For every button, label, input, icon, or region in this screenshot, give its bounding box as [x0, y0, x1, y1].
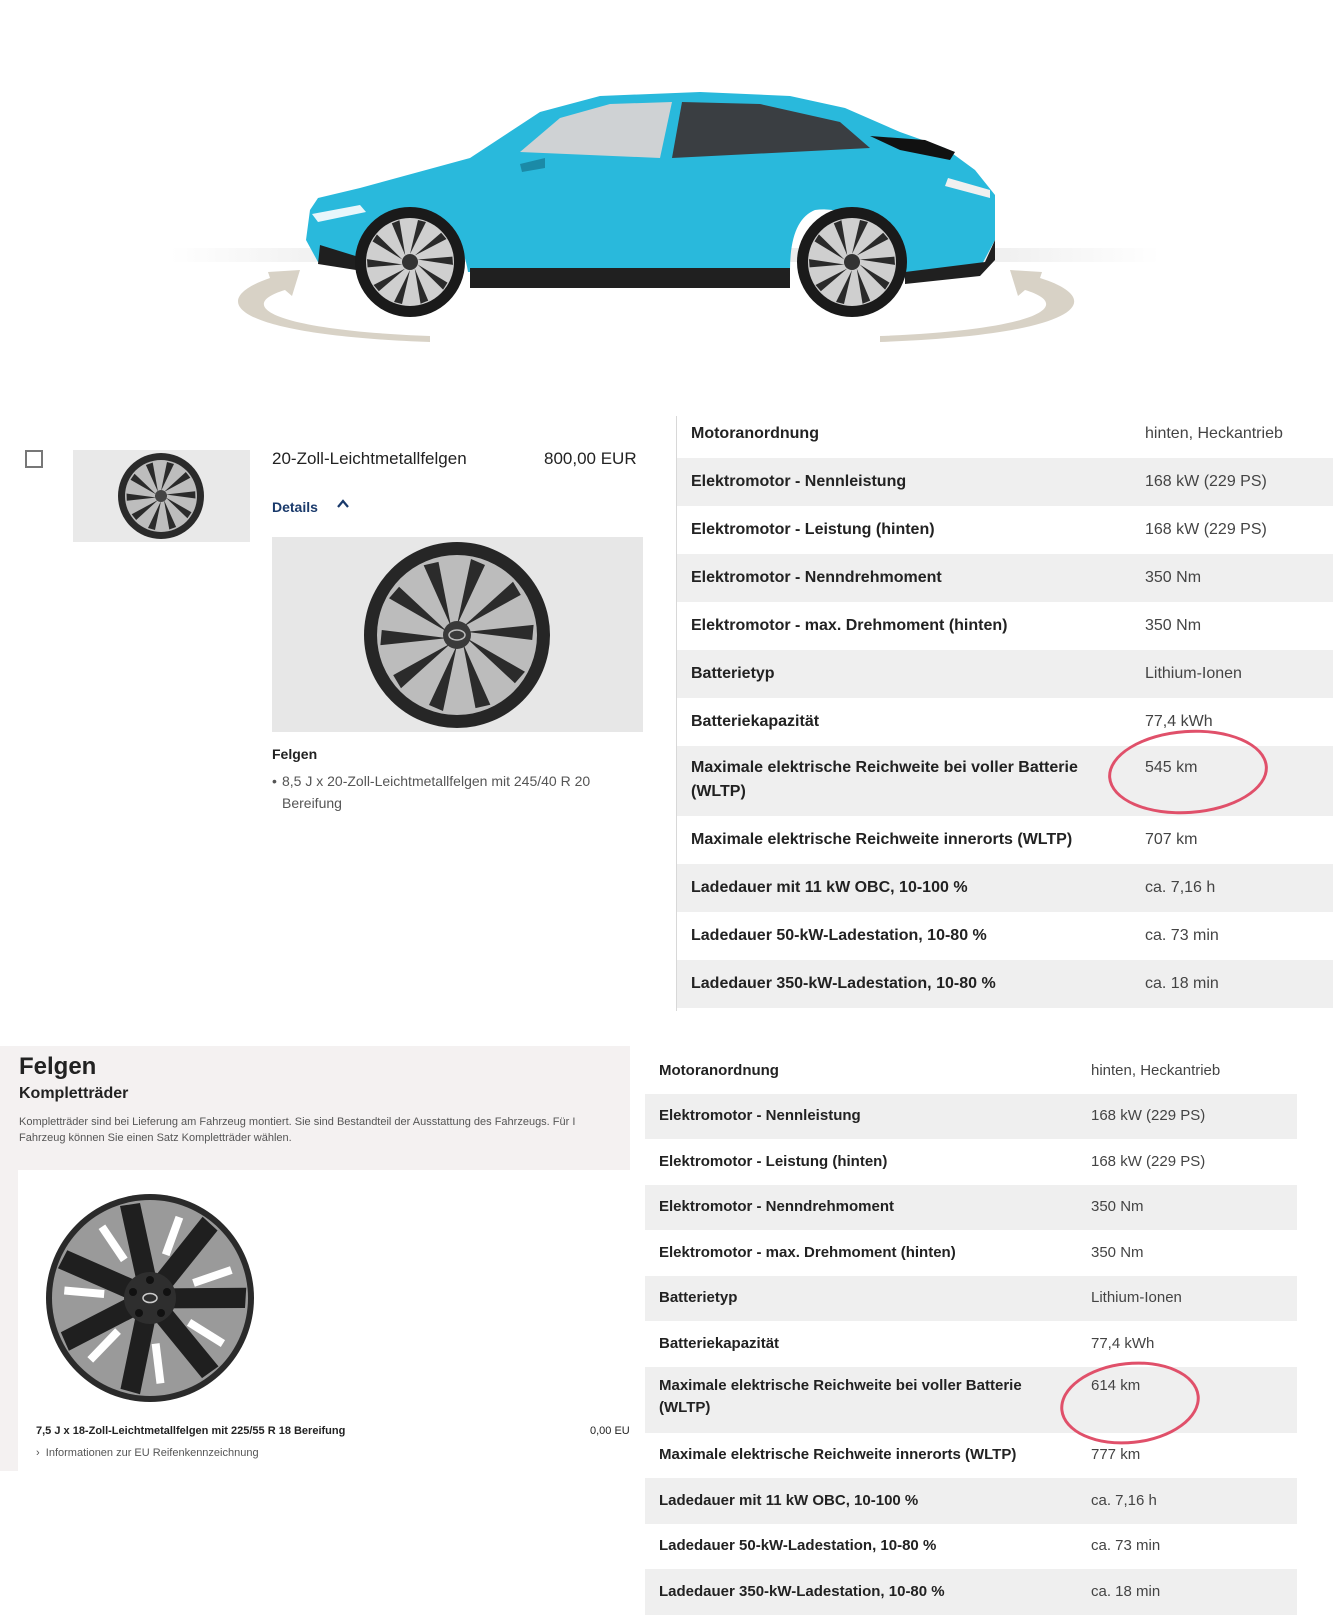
spec-label: Elektromotor - Leistung (hinten) — [691, 521, 935, 538]
spec-value: ca. 7,16 h — [1145, 879, 1216, 896]
eu-tire-label-link[interactable] — [36, 1447, 259, 1459]
spec-value: 350 Nm — [1145, 569, 1202, 586]
spec-label: Elektromotor - Nenndrehmoment — [691, 569, 942, 586]
spec-value: ca. 18 min — [1145, 975, 1219, 992]
spec-row — [645, 1478, 1297, 1524]
spec-row — [645, 1185, 1297, 1231]
spec-value: 168 kW (229 PS) — [1145, 473, 1267, 490]
spec-row — [645, 1276, 1297, 1322]
spec-row — [677, 506, 1333, 554]
spec-label: Batteriekapazität — [691, 713, 820, 730]
spec-row — [645, 1094, 1297, 1140]
spec-value: 168 kW (229 PS) — [1145, 521, 1267, 538]
spec-row — [677, 410, 1333, 458]
spec-value: ca. 7,16 h — [1091, 1491, 1157, 1509]
spec-label: Motoranordnung — [659, 1061, 779, 1079]
chevron-up-icon[interactable] — [336, 497, 350, 511]
spec-value: Lithium-Ionen — [1091, 1289, 1182, 1307]
spec-value: Lithium-Ionen — [1145, 665, 1242, 682]
spec-row — [677, 864, 1333, 912]
spec-label: Elektromotor - max. Drehmoment (hinten) — [691, 617, 1008, 634]
spec-row — [677, 602, 1333, 650]
spec-label: Maximale elektrische Reichweite innerorts (WLTP) — [691, 831, 1073, 848]
spec-value: 777 km — [1091, 1446, 1141, 1464]
spec-value: ca. 73 min — [1091, 1537, 1161, 1555]
spec-label: Batterietyp — [691, 665, 775, 682]
spec-label: Ladedauer 350-kW-Ladestation, 10-80 % — [659, 1582, 945, 1600]
spec-value: 77,4 kWh — [1091, 1334, 1155, 1352]
spec-row — [645, 1139, 1297, 1185]
spec-value: 545 km — [1145, 759, 1198, 776]
spec-row — [677, 458, 1333, 506]
spec-label: Ladedauer mit 11 kW OBC, 10-100 % — [691, 879, 968, 896]
card-description-line: Kompletträder sind bei Lieferung am Fahrzeug montiert. Sie sind Bestandteil der Ausstattung des Fahrzeugs. Für I — [19, 1116, 576, 1128]
spec-row — [677, 960, 1333, 1008]
details-toggle[interactable]: Details — [272, 499, 318, 515]
spec-value: hinten, Heckantrieb — [1145, 425, 1283, 442]
spec-label: Ladedauer 50-kW-Ladestation, 10-80 % — [659, 1537, 937, 1555]
spec-label: Motoranordnung — [691, 425, 819, 442]
spec-value: 168 kW (229 PS) — [1091, 1107, 1206, 1125]
spec-label: Ladedauer mit 11 kW OBC, 10-100 % — [659, 1491, 919, 1509]
spec-value: ca. 18 min — [1091, 1582, 1161, 1600]
card-description — [19, 1114, 631, 1146]
option-checkbox[interactable] — [25, 450, 43, 468]
rim-option-label: 7,5 J x 18-Zoll-Leichtmetallfelgen mit 225/55 R 18 Bereifung — [36, 1425, 346, 1437]
spec-value: 614 km — [1091, 1376, 1141, 1394]
spec-label: Batterietyp — [659, 1289, 738, 1307]
eu-tire-label-text: Informationen zur EU Reifenkennzeichnung — [45, 1447, 259, 1459]
spec-row — [677, 650, 1333, 698]
feature-text: 8,5 J x 20-Zoll-Leichtmetallfelgen mit 245/40 R 20 Bereifung — [282, 773, 591, 811]
spec-value: 707 km — [1145, 831, 1198, 848]
spec-label: Batteriekapazität — [659, 1334, 780, 1352]
spec-row — [645, 1433, 1297, 1479]
spec-row — [677, 554, 1333, 602]
spec-row — [645, 1048, 1297, 1094]
card-title: Felgen — [19, 1053, 97, 1080]
option-name: 20-Zoll-Leichtmetallfelgen — [272, 449, 467, 468]
spec-label: Maximale elektrische Reichweite bei voller Batterie (WLTP) — [659, 1376, 1022, 1416]
spec-label: Ladedauer 50-kW-Ladestation, 10-80 % — [691, 927, 987, 944]
option-price: 800,00 EUR — [544, 449, 637, 468]
spec-label: Elektromotor - max. Drehmoment (hinten) — [659, 1243, 956, 1261]
card-subtitle: Kompletträder — [19, 1085, 129, 1102]
spec-row — [645, 1524, 1297, 1570]
spec-label: Elektromotor - Nennleistung — [659, 1107, 861, 1125]
front-wheel — [355, 207, 465, 317]
spec-value: 350 Nm — [1091, 1243, 1144, 1261]
rim-detail-image — [272, 537, 643, 732]
spec-label: Maximale elektrische Reichweite innerorts (WLTP) — [659, 1446, 1017, 1464]
spec-row — [645, 1230, 1297, 1276]
spec-row — [645, 1321, 1297, 1367]
rim-thumbnail[interactable] — [73, 450, 250, 542]
spec-label: Elektromotor - Leistung (hinten) — [659, 1152, 888, 1170]
spec-value: 168 kW (229 PS) — [1091, 1152, 1206, 1170]
spec-row — [677, 912, 1333, 960]
rim-option-price: 0,00 EU — [590, 1425, 630, 1437]
spec-value: 350 Nm — [1091, 1198, 1144, 1216]
spec-label: Elektromotor - Nenndrehmoment — [659, 1198, 895, 1216]
spec-value: hinten, Heckantrieb — [1091, 1061, 1221, 1079]
spec-row — [645, 1569, 1297, 1615]
features-heading: Felgen — [272, 746, 318, 762]
spec-value: 350 Nm — [1145, 617, 1202, 634]
spec-value: ca. 73 min — [1145, 927, 1219, 944]
spec-value: 77,4 kWh — [1145, 713, 1213, 730]
car-hero-image[interactable] — [0, 0, 1333, 360]
spec-label: Maximale elektrische Reichweite bei voller Batterie (WLTP) — [691, 759, 1078, 800]
card-description-line: Fahrzeug können Sie einen Satz Kompletträder wählen. — [19, 1132, 292, 1144]
rear-wheel — [797, 207, 907, 317]
spec-row — [677, 816, 1333, 864]
spec-label: Elektromotor - Nennleistung — [691, 473, 907, 490]
spec-label: Ladedauer 350-kW-Ladestation, 10-80 % — [691, 975, 996, 992]
chevron-right-icon: › — [36, 1447, 46, 1459]
rim-18-image[interactable] — [42, 1192, 262, 1412]
